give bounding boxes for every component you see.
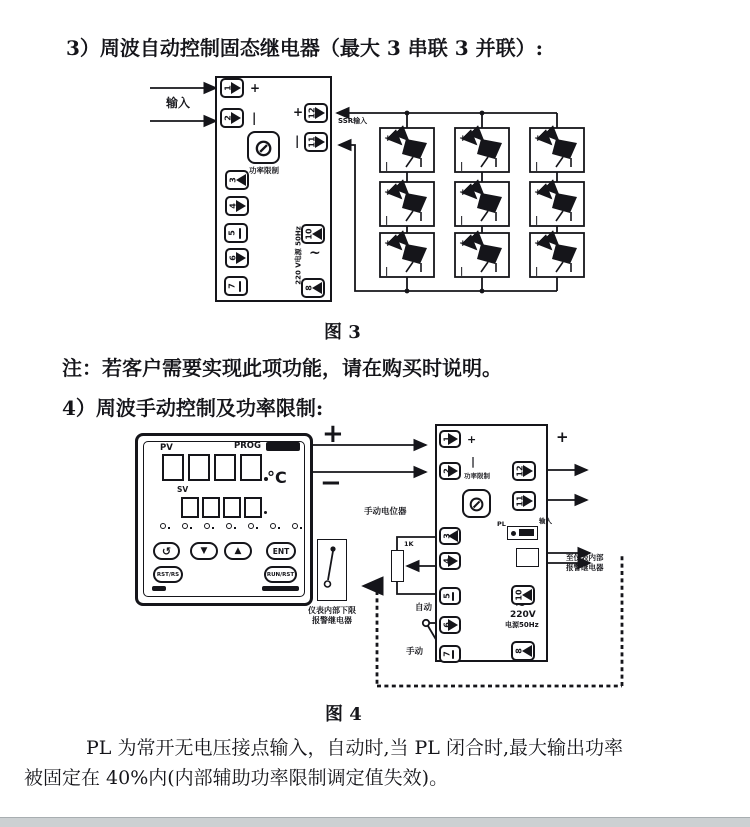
clamp-arrow-icon — [312, 282, 322, 294]
clamp-bar-icon — [239, 281, 242, 292]
alarm-out-label-1: 至仪表内部 — [566, 553, 604, 562]
pv-digit — [214, 454, 236, 481]
fig3-t11-minus: | — [295, 134, 300, 148]
paragraph-line-2: 被固定在 40%内(内部辅助功率限制调定值失效)。 — [24, 767, 449, 789]
fig3-ssr-input-label: SSR输入 — [338, 117, 368, 125]
run-rst-button: RUN/RST — [264, 566, 297, 583]
pl-dot-icon — [511, 531, 516, 536]
clamp-arrow-icon — [315, 136, 325, 148]
fig3-power-limit-label: 功率限制 — [249, 166, 279, 175]
indicator-lamp-icon — [160, 523, 170, 529]
clamp-arrow-icon — [448, 433, 458, 445]
indicator-lamp-icon — [204, 523, 214, 529]
fig3-terminal-7: 7 — [224, 276, 248, 296]
fig4-terminal-10: 10 — [511, 585, 535, 605]
clamp-arrow-icon — [448, 530, 458, 542]
sv-digit — [181, 497, 199, 518]
note-text: 注：若客户需要实现此项功能，请在购买时说明。 — [62, 356, 502, 380]
clamp-arrow-icon — [315, 107, 325, 119]
fig4-terminal-11: 11 — [512, 491, 536, 511]
clamp-arrow-icon — [522, 645, 532, 657]
fig4-terminal-6: 6 — [439, 616, 461, 634]
clamp-arrow-icon — [236, 252, 246, 264]
fig4-wire-minus: − — [320, 468, 342, 498]
fig4-output-plus: + — [556, 428, 569, 446]
fig4-wire-plus: + — [322, 419, 344, 449]
fig3-terminal-2: 2 — [220, 108, 244, 128]
clamp-arrow-icon — [236, 200, 246, 212]
alarm-out-label-2: 报警继电器 — [566, 563, 604, 572]
paragraph-line-1: PL 为常开无电压接点输入，自动时,当 PL 闭合时,最大输出功率 — [86, 737, 624, 759]
clamp-arrow-icon — [523, 495, 533, 507]
fig3-t2-minus: | — [252, 111, 257, 125]
figure3-caption: 图 3 — [324, 322, 361, 343]
instrument-alarm-contact-box — [317, 539, 347, 601]
clamp-arrow-icon — [448, 555, 458, 567]
page-bottom-band — [0, 817, 750, 827]
pot-value-label: 1K — [404, 540, 414, 548]
clamp-arrow-icon — [448, 465, 458, 477]
fig3-ac-tilde: ~ — [309, 245, 321, 261]
sv-digit — [202, 497, 220, 518]
manual-pot-label: 手动电位器 — [364, 507, 407, 517]
fig4-terminal-1: 1 — [439, 430, 461, 448]
heading-section-3: 3）周波自动控制固态继电器（最大 3 串联 3 并联）: — [66, 36, 543, 60]
sv-label: SV — [177, 485, 189, 494]
pl-contact-block — [507, 526, 538, 540]
sv-digit — [223, 497, 241, 518]
up-button: ▲ — [224, 542, 252, 560]
figure3-wiring-diagram: + | — [140, 70, 645, 315]
ent-button: ENT — [266, 542, 296, 560]
celsius-label: °C — [267, 468, 287, 487]
fig4-terminal-8: 8 — [511, 641, 535, 661]
pv-label: PV — [160, 443, 173, 453]
prog-label: PROG — [234, 441, 261, 451]
clamp-bar-icon — [452, 592, 455, 601]
pl-bar-icon — [519, 529, 534, 536]
clamp-arrow-icon — [448, 619, 458, 631]
fig4-t1-plus: + — [467, 433, 477, 446]
fig4-psu-voltage: 220V — [510, 610, 536, 620]
pv-digit — [240, 454, 262, 481]
clamp-arrow-icon — [231, 82, 241, 94]
clamp-bar-icon — [452, 650, 455, 659]
inst-relay-label-2: 报警继电器 — [312, 616, 352, 625]
fig4-terminal-5: 5 — [439, 587, 461, 605]
fig4-terminal-2: 2 — [439, 462, 461, 480]
clamp-arrow-icon — [312, 228, 322, 240]
alarm-relay-box — [516, 548, 539, 567]
fig4-ac-tilde: ~ — [515, 598, 526, 613]
rst-rs-button: RST/RS — [153, 566, 183, 583]
figure4-caption: 图 4 — [325, 704, 362, 725]
clamp-arrow-icon — [231, 112, 241, 124]
relay-contact-icon — [318, 540, 345, 599]
button-underline-bar — [152, 586, 166, 591]
fig3-ssr-bus-wires — [337, 113, 557, 291]
fig4-psu-freq: 电源50Hz — [505, 621, 539, 629]
down-button: ▼ — [190, 542, 218, 560]
fig3-terminal-3: 3 — [225, 170, 249, 190]
pv-digit — [162, 454, 184, 481]
sv-decimal-dot — [264, 511, 267, 514]
fig3-terminal-6: 6 — [225, 248, 249, 268]
indicator-lamp-icon — [270, 523, 280, 529]
clamp-arrow-icon — [523, 465, 533, 477]
fig3-terminal-12: 12 — [304, 103, 328, 123]
fig3-power-supply-label: 220 V电源 50Hz — [294, 226, 303, 285]
fig4-t2-minus: | — [471, 455, 476, 468]
loop-button: ↺ — [153, 542, 180, 560]
clamp-arrow-icon — [236, 174, 246, 186]
fig4-terminal-7: 7 — [439, 645, 461, 663]
clamp-bar-icon — [239, 228, 242, 239]
pl-left-label: PL — [497, 520, 506, 528]
fig3-terminal-10: 10 — [301, 224, 325, 244]
indicator-lamp-icon — [248, 523, 258, 529]
fig3-t12-plus: + — [293, 105, 304, 119]
fig3-terminal-8: 8 — [301, 278, 325, 298]
heading-section-4: 4）周波手动控制及功率限制: — [62, 396, 324, 420]
indicator-lamps-row — [160, 523, 302, 529]
fig3-ssr-grid — [380, 128, 584, 277]
inst-relay-label-1: 仪表内部下限 — [308, 606, 356, 615]
manual-label: 手动 — [406, 647, 424, 657]
manual-potentiometer — [391, 550, 404, 582]
fig3-terminal-11: 11 — [304, 132, 328, 152]
pl-right-label: 输入 — [539, 517, 552, 525]
auto-label: 自动 — [415, 603, 433, 613]
fig3-terminal-1: 1 — [220, 78, 244, 98]
button-underline-bar — [262, 586, 299, 591]
fig4-terminal-12: 12 — [512, 461, 536, 481]
fig3-input-label: 输入 — [166, 96, 191, 110]
indicator-lamp-icon — [182, 523, 192, 529]
fig4-power-limit-pot-icon: ⊘ — [462, 489, 491, 518]
fig3-t1-plus: + — [250, 81, 261, 95]
fig4-terminal-3: 3 — [439, 527, 461, 545]
fig3-terminal-4: 4 — [225, 196, 249, 216]
fig4-power-limit-label: 功率限制 — [464, 472, 490, 480]
sv-digit — [244, 497, 262, 518]
pv-digit — [188, 454, 210, 481]
indicator-lamp-icon — [226, 523, 236, 529]
fig3-power-limit-pot-icon: ⊘ — [247, 131, 280, 164]
fig4-terminal-4: 4 — [439, 552, 461, 570]
indicator-lamp-icon — [292, 523, 302, 529]
fig3-terminal-5: 5 — [224, 223, 248, 243]
brand-badge — [266, 442, 300, 451]
